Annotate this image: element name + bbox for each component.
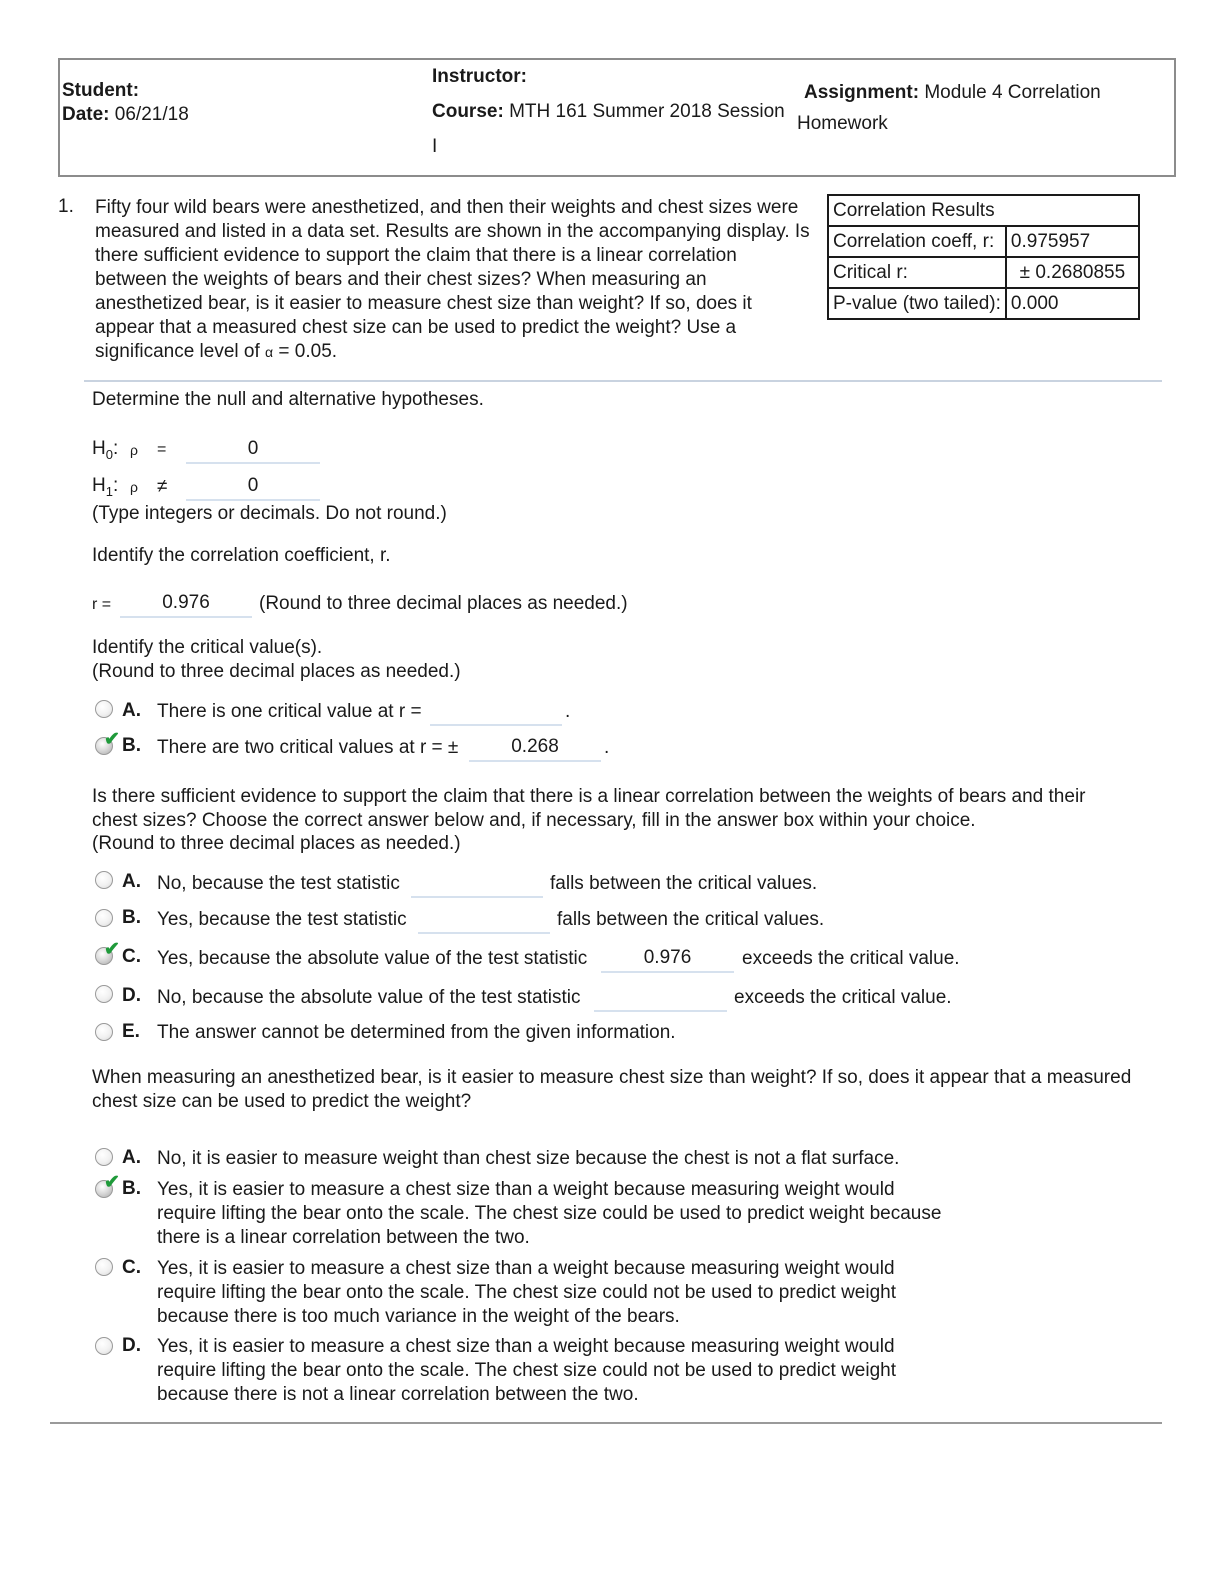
option-line: Yes, it is easier to measure a chest size than a weight because measuring weight would [157,1258,895,1279]
evidence-option-d-text[interactable]: No, because the absolute value of the test statistic [157,987,581,1008]
date-label: Date: [62,104,110,125]
radio-button-icon[interactable] [95,909,113,927]
option-line: because there is too much variance in the weight of the bears. [157,1306,680,1327]
question-line [95,340,810,364]
option-letter: D. [122,1335,141,1356]
footer-divider [50,1422,1162,1424]
option-line: there is a linear correlation between the two. [157,1227,530,1248]
evidence-option-a-post: falls between the critical values. [550,873,818,894]
option-letter: A. [122,1147,141,1168]
r-round-note: (Round to three decimal places as needed.) [259,593,628,614]
course-value-cont: I [432,136,438,157]
evidence-option-a-text[interactable]: No, because the test statistic [157,873,400,894]
critical-note: (Round to three decimal places as needed.) [92,661,461,682]
student-label: Student: [62,80,140,101]
critical-option-b-text[interactable]: There are two critical values at r = ± [157,737,459,758]
evidence-option-c-text[interactable]: Yes, because the absolute value of the test statistic [157,948,588,969]
question-number: 1. [58,196,74,217]
measurement-option-b-text[interactable] [157,1178,941,1250]
option-line: require lifting the bear onto the scale. The chest size could not be used to predict weight [157,1360,896,1381]
date-value: 06/21/18 [114,104,189,125]
question-line: appear that a measured chest size can be used to predict the weight? Use a [95,317,737,338]
radio-button-icon[interactable] [95,1023,113,1041]
evidence-option-c-post: exceeds the critical value. [742,948,960,969]
critical-prompt: Identify the critical value(s). [92,637,323,658]
critical-a-answer-box[interactable] [430,700,562,726]
course-label: Course: [432,101,504,122]
option-letter: B. [122,735,141,756]
course-value: MTH 161 Summer 2018 Session [509,101,785,122]
checkmark-icon: ✔ [104,1172,120,1193]
table-cell-label: P-value (two tailed): [828,288,1006,319]
h1-operator: ≠ [157,476,168,497]
table-cell-value: 0.000 [1006,288,1139,319]
evidence-option-d-post: exceeds the critical value. [734,987,952,1008]
alpha-value: = 0.05. [278,341,338,362]
radio-button-icon[interactable] [95,1258,113,1276]
option-letter: A. [122,871,141,892]
significance-prefix: significance level of [95,341,260,362]
assignment-row [804,82,1101,104]
checkmark-icon: ✔ [104,939,120,960]
question-line: measured and listed in a data set. Results are shown in the accompanying display. Is [95,221,810,242]
question-text [95,196,810,364]
question-line: anesthetized bear, is it easier to measure chest size than weight? If so, does it [95,293,752,314]
correlation-results-table [827,194,1140,320]
evidence-option-b-post: falls between the critical values. [557,909,825,930]
radio-button-icon[interactable] [95,1148,113,1166]
table-row [828,195,1139,226]
rho-symbol: ρ [130,479,138,495]
table-cell-label: Correlation coeff, r: [828,226,1006,257]
correlation-prompt: Identify the correlation coefficient, r. [92,545,391,566]
date-row [62,104,189,126]
h0-operator: = [157,441,167,458]
option-letter: B. [122,907,141,928]
question-line: Fifty four wild bears were anesthetized, and then their weights and chest sizes were [95,197,799,218]
radio-button-icon[interactable] [95,1337,113,1355]
option-line: No, it is easier to measure weight than chest size because the chest is not a flat surface. [157,1148,900,1169]
option-line: require lifting the bear onto the scale. The chest size could be used to predict weight because [157,1203,942,1224]
option-letter: C. [122,1257,141,1278]
critical-option-a-text[interactable]: There is one critical value at r = [157,701,422,722]
course-row [432,101,785,123]
rho-symbol: ρ [130,442,138,458]
punctuation: . [565,701,571,722]
assignment-label: Assignment: [804,82,920,103]
punctuation: . [604,737,610,758]
r-label: r = [92,596,112,613]
evidence-d-answer-box[interactable] [594,986,727,1012]
option-letter: A. [122,700,141,721]
option-line: Yes, it is easier to measure a chest size than a weight because measuring weight would [157,1179,895,1200]
table-row [828,288,1139,319]
checkmark-icon: ✔ [104,729,120,750]
table-title: Correlation Results [828,195,1139,226]
alpha-symbol: α [265,344,274,360]
option-letter: B. [122,1178,141,1199]
question-line: there sufficient evidence to support the claim that there is a linear correlation [95,245,737,266]
evidence-option-e-text[interactable]: The answer cannot be determined from the given information. [157,1022,676,1043]
evidence-c-answer-box[interactable]: 0.976 [601,947,734,973]
measurement-option-a-text[interactable] [157,1147,899,1171]
option-line: Yes, it is easier to measure a chest size than a weight because measuring weight would [157,1336,895,1357]
h1-label: $H_1$: [92,475,119,499]
measurement-prompt: When measuring an anesthetized bear, is it easier to measure chest size than weight? If so, does it appear that a measured [92,1067,1132,1088]
h0-label: $H_0$: [92,438,119,462]
instructor-label: Instructor: [432,66,527,87]
assignment-value: Module 4 Correlation [924,82,1101,103]
table-cell-label: Critical r: [828,257,1006,288]
table-row [828,226,1139,257]
assignment-value-cont: Homework [797,113,888,134]
r-answer-box[interactable]: 0.976 [120,592,252,618]
radio-button-icon[interactable] [95,700,113,718]
evidence-note: (Round to three decimal places as needed.) [92,833,461,854]
table-row [828,257,1139,288]
hypotheses-note: (Type integers or decimals. Do not round.) [92,503,447,524]
radio-button-icon[interactable] [95,871,113,889]
option-line: because there is not a linear correlation between the two. [157,1384,639,1405]
h0-answer-box[interactable]: 0 [186,438,320,464]
question-line: between the weights of bears and their chest sizes? When measuring an [95,269,707,290]
option-letter: D. [122,985,141,1006]
table-cell-value: 0.975957 [1006,226,1139,257]
critical-b-answer-box[interactable]: 0.268 [469,736,601,762]
hypotheses-prompt: Determine the null and alternative hypotheses. [92,389,484,410]
table-cell-value: ± 0.2680855 [1006,257,1139,288]
evidence-b-answer-box[interactable] [418,908,550,934]
measurement-option-d-text[interactable] [157,1335,896,1407]
h1-answer-box[interactable]: 0 [186,475,320,501]
option-line: require lifting the bear onto the scale. The chest size could not be used to predict weight [157,1282,896,1303]
option-letter: E. [122,1021,140,1042]
evidence-prompt: Is there sufficient evidence to support the claim that there is a linear correlation between the weights of bears and their [92,786,1086,807]
measurement-prompt: chest size can be used to predict the weight? [92,1091,472,1112]
option-letter: C. [122,946,141,967]
section-divider [84,380,1162,382]
evidence-option-b-text[interactable]: Yes, because the test statistic [157,909,407,930]
evidence-prompt: chest sizes? Choose the correct answer below and, if necessary, fill in the answer box within your choice. [92,810,976,831]
radio-button-icon[interactable] [95,985,113,1003]
evidence-a-answer-box[interactable] [411,872,543,898]
measurement-option-c-text[interactable] [157,1257,896,1329]
